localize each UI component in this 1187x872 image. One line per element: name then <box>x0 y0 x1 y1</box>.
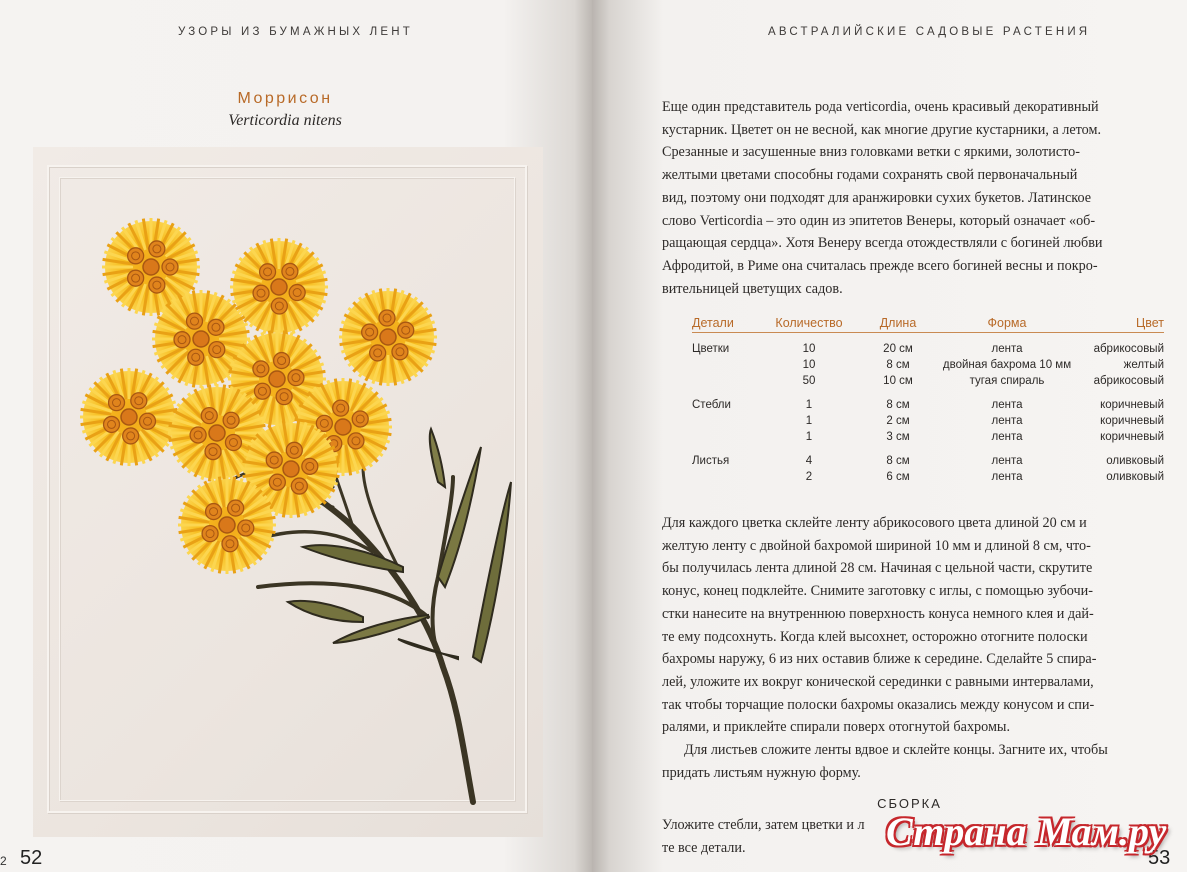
table-cell: 2 <box>805 471 813 483</box>
table-cell: коричневый <box>1100 431 1164 443</box>
text-line: Для листьев сложите ленты вдвое и склейте концы. Загните их, чтобы <box>684 742 1108 759</box>
table-cell: Стебли <box>692 399 731 411</box>
text-line: ращающая сердца». Хотя Венеру всегда отождествляли с богиней любви <box>662 235 1103 252</box>
materials-table <box>692 316 1164 485</box>
text-line: придать листьям нужную форму. <box>662 764 861 781</box>
text-line: бы получилась лента длиной 28 см. Начиная с цельной части, скрутите <box>662 560 1093 577</box>
table-cell: 3 см <box>886 431 910 443</box>
table-cell: 50 <box>802 375 816 387</box>
quilled-flower <box>230 238 328 336</box>
table-cell: 10 <box>802 343 816 355</box>
table-header: Цвет <box>1072 316 1164 333</box>
latin-name: Verticordia nitens <box>228 112 342 129</box>
table-cell: абрикосовый <box>1093 375 1164 387</box>
table-cell: 4 <box>805 455 813 467</box>
margin-mark: 2 <box>0 854 7 868</box>
text-line: стки нанесите на внутреннюю поверхность конуса немного клея и дай- <box>662 605 1094 622</box>
table-header: Детали <box>692 316 764 333</box>
left-page <box>0 0 592 872</box>
page-title: Моррисон <box>237 90 333 107</box>
section-title: СБОРКА <box>877 796 942 811</box>
table-cell: Цветки <box>692 343 730 355</box>
right-page <box>592 0 1187 872</box>
text-line: Афродитой, в Риме она считалась прежде всего богиней весны и покро- <box>662 257 1098 274</box>
text-line: кустарник. Цветет он не весной, как многие другие кустарники, а летом. <box>662 121 1102 138</box>
table-cell: 2 см <box>886 415 910 427</box>
table-cell: лента <box>991 343 1023 355</box>
table-cell: 1 <box>805 415 813 427</box>
table-cell <box>692 429 764 445</box>
table-cell: желтый <box>1123 359 1164 371</box>
table-cell: коричневый <box>1100 399 1164 411</box>
text-line: Для каждого цветка склейте ленту абрикосового цвета длиной 20 см и <box>662 515 1087 531</box>
table-cell: 6 см <box>886 471 910 483</box>
quilled-flower <box>178 476 276 574</box>
table-row <box>692 413 1164 429</box>
watermark-logo: Страна Мам.ру <box>886 809 1167 854</box>
text-line: желтыми цветами способны годами сохранять свой первоначальный <box>662 167 1078 184</box>
table-cell: оливковый <box>1106 455 1164 467</box>
text-line: слово Verticordia – это один из эпитетов Венеры, который означает «об- <box>662 212 1096 229</box>
text-line: ралями, и приклейте спирали поверх отогнутой бахромы. <box>662 719 1011 736</box>
text-line: желтую ленту с двойной бахромой шириной 10 мм и длиной 8 см, что- <box>662 537 1091 554</box>
quilling-photo <box>33 147 543 837</box>
table-cell <box>692 413 764 429</box>
intro-paragraph <box>662 96 1167 300</box>
table-row <box>692 469 1164 485</box>
table-cell: лента <box>991 415 1023 427</box>
table-cell: тугая спираль <box>969 375 1045 387</box>
table-row <box>692 429 1164 445</box>
table-cell: оливковый <box>1106 471 1164 483</box>
table-cell: 8 см <box>886 399 910 411</box>
table-cell <box>692 373 764 389</box>
table-cell: коричневый <box>1100 415 1164 427</box>
table-cell: лента <box>991 455 1023 467</box>
text-line: лей, уложите их вокруг конической серединки с равными интервалами, <box>662 673 1094 690</box>
quilled-flower <box>339 288 437 386</box>
text-line: те все детали. <box>662 839 746 856</box>
table-header-row <box>692 316 1164 333</box>
table-cell: лента <box>991 471 1023 483</box>
quilled-flower <box>80 368 178 466</box>
table-cell: абрикосовый <box>1093 343 1164 355</box>
text-line: те ему подсохнуть. Когда клей высохнет, осторожно отогните полоски <box>662 628 1088 645</box>
table-cell: Листья <box>692 455 730 467</box>
text-line: Срезанные и засушенные вниз головками ветки с яркими, золотисто- <box>662 144 1080 161</box>
table-row <box>692 453 1164 469</box>
table-cell <box>692 357 764 373</box>
table-row <box>692 397 1164 413</box>
table-cell: лента <box>991 431 1023 443</box>
text-line: бахромы наружу, 6 из них оставив ближе к середине. Сделайте 5 спира- <box>662 651 1097 668</box>
table-cell: 8 см <box>886 455 910 467</box>
text-line: Уложите стебли, затем цветки и л <box>662 817 865 833</box>
table-row <box>692 373 1164 389</box>
running-head-right: АВСТРАЛИЙСКИЕ САДОВЫЕ РАСТЕНИЯ <box>768 26 1091 38</box>
table-cell: двойная бахрома 10 мм <box>942 359 1072 371</box>
flower-instructions <box>662 512 1167 784</box>
text-line: так чтобы торчащие полоски бахромы оказались между конусом и спи- <box>662 696 1095 713</box>
table-cell: 10 см <box>883 375 913 387</box>
table-cell: 1 <box>805 431 813 443</box>
running-head-left: УЗОРЫ ИЗ БУМАЖНЫХ ЛЕНТ <box>178 26 414 38</box>
table-cell: 20 см <box>883 343 913 355</box>
text-line: вительницей цветущих садов. <box>662 280 843 297</box>
table-row <box>692 357 1164 373</box>
table-cell: 10 <box>802 359 816 371</box>
table-cell: лента <box>991 399 1023 411</box>
table-header: Количество <box>764 316 854 333</box>
flowers <box>80 218 437 574</box>
text-line: конус, конец подклейте. Снимите заготовку с иглы, с помощью зубочи- <box>662 583 1093 600</box>
page-number-right: 53 <box>1148 847 1171 869</box>
table-header: Форма <box>942 316 1072 333</box>
text-line: вид, поэтому они подходят для аранжировки сухих букетов. Латинское <box>662 189 1092 206</box>
table-cell <box>692 469 764 485</box>
table-cell: 1 <box>805 399 813 411</box>
page-number-left: 52 <box>20 847 43 869</box>
table-cell: 8 см <box>886 359 910 371</box>
flower-illustration <box>33 147 543 837</box>
table-row <box>692 341 1164 357</box>
table-header: Длина <box>854 316 942 333</box>
text-line: Еще один представитель рода verticordia, очень красивый декоративный <box>662 99 1099 115</box>
